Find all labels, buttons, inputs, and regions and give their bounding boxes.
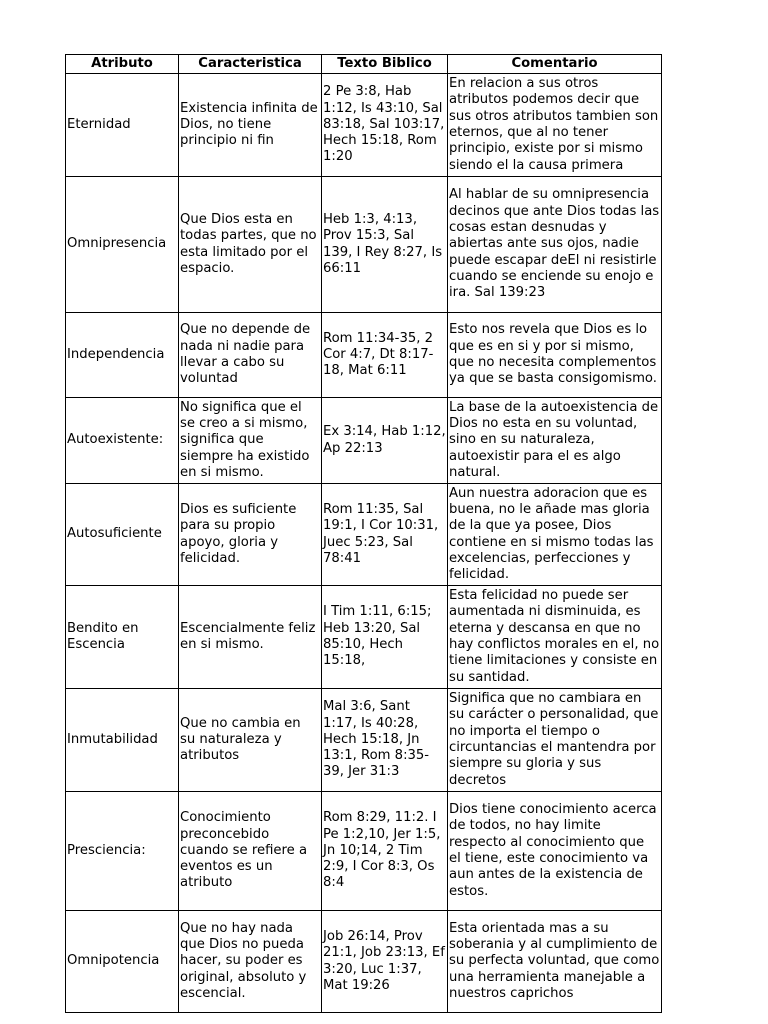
cell-biblical-text: Rom 8:29, 11:2. I Pe 1:2,10, Jer 1:5, Jn 10;14, 2 Tim 2:9, I Cor 8:3, Os 8:4 (322, 792, 448, 911)
cell-attribute: Presciencia: (66, 792, 179, 911)
cell-comment: La base de la autoexistencia de Dios no esta en su voluntad, sino en su naturaleza, autoexistir para el es algo natural. (448, 398, 662, 484)
cell-characteristic: Conocimiento preconcebido cuando se refiere a eventos es un atributo (179, 792, 322, 911)
cell-biblical-text: Ex 3:14, Hab 1:12, Ap 22:13 (322, 398, 448, 484)
table-header (66, 55, 662, 74)
cell-characteristic: Existencia infinita de Dios, no tiene principio ni fin (179, 74, 322, 177)
table-row (66, 689, 662, 792)
header-characteristic: Caracteristica (179, 55, 322, 74)
cell-characteristic: Que no cambia en su naturaleza y atributos (179, 689, 322, 792)
cell-characteristic: Que no depende de nada ni nadie para llevar a cabo su voluntad (179, 313, 322, 398)
header-biblical-text: Texto Biblico (322, 55, 448, 74)
cell-attribute: Bendito en Escencia (66, 586, 179, 689)
table-row (66, 484, 662, 586)
attributes-table (65, 54, 662, 1013)
cell-attribute: Autosuficiente (66, 484, 179, 586)
cell-comment: Esto nos revela que Dios es lo que es en si y por si mismo, que no necesita complementos ya que se basta consigomismo. (448, 313, 662, 398)
table-row (66, 911, 662, 1013)
table-row (66, 74, 662, 177)
table-body (66, 74, 662, 1013)
cell-attribute: Eternidad (66, 74, 179, 177)
cell-attribute: Autoexistente: (66, 398, 179, 484)
cell-characteristic: Escencialmente feliz en si mismo. (179, 586, 322, 689)
cell-characteristic: No significa que el se creo a si mismo, significa que siempre ha existido en si mismo. (179, 398, 322, 484)
cell-biblical-text: Mal 3:6, Sant 1:17, Is 40:28, Hech 15:18, Jn 13:1, Rom 8:35-39, Jer 31:3 (322, 689, 448, 792)
cell-comment: En relacion a sus otros atributos podemos decir que sus otros atributos tambien son eternos, que al no tener principio, existe por si mismo siendo el la causa primera (448, 74, 662, 177)
cell-comment: Al hablar de su omnipresencia decinos que ante Dios todas las cosas estan desnudas y abiertas ante sus ojos, nadie puede escapar deEl ni resistirle cuando se enciende su enojo e ira. Sal 139:23 (448, 177, 662, 313)
header-row (66, 55, 662, 74)
cell-comment: Aun nuestra adoracion que es buena, no le añade mas gloria de la que ya posee, Dios contiene en si mismo todas las excelencias, perfecciones y felicidad. (448, 484, 662, 586)
header-attribute: Atributo (66, 55, 179, 74)
table-row (66, 792, 662, 911)
cell-attribute: Inmutabilidad (66, 689, 179, 792)
table-row (66, 313, 662, 398)
cell-attribute: Omnipresencia (66, 177, 179, 313)
cell-attribute: Omnipotencia (66, 911, 179, 1013)
cell-comment: Dios tiene conocimiento acerca de todos, no hay limite respecto al conocimiento que el tiene, este conocimiento va aun antes de la existencia de estos. (448, 792, 662, 911)
cell-comment: Esta felicidad no puede ser aumentada ni disminuida, es eterna y descansa en que no hay conflictos morales en el, no tiene limitaciones y consiste en su santidad. (448, 586, 662, 689)
header-comment: Comentario (448, 55, 662, 74)
cell-characteristic: Que Dios esta en todas partes, que no esta limitado por el espacio. (179, 177, 322, 313)
cell-comment: Esta orientada mas a su soberania y al cumplimiento de su perfecta voluntad, que como una herramienta manejable a nuestros caprichos (448, 911, 662, 1013)
table-row (66, 586, 662, 689)
cell-biblical-text: Job 26:14, Prov 21:1, Job 23:13, Ef 3:20, Luc 1:37, Mat 19:26 (322, 911, 448, 1013)
cell-biblical-text: I Tim 1:11, 6:15; Heb 13:20, Sal 85:10, Hech 15:18, (322, 586, 448, 689)
cell-biblical-text: Heb 1:3, 4:13, Prov 15:3, Sal 139, I Rey 8:27, Is 66:11 (322, 177, 448, 313)
cell-characteristic: Dios es suficiente para su propio apoyo, gloria y felicidad. (179, 484, 322, 586)
table-row (66, 177, 662, 313)
cell-comment: Significa que no cambiara en su carácter o personalidad, que no importa el tiempo o circuntancias el mantendra por siempre su gloria y sus decretos (448, 689, 662, 792)
cell-biblical-text: 2 Pe 3:8, Hab 1:12, Is 43:10, Sal 83:18, Sal 103:17, Hech 15:18, Rom 1:20 (322, 74, 448, 177)
cell-characteristic: Que no hay nada que Dios no pueda hacer, su poder es original, absoluto y escencial. (179, 911, 322, 1013)
cell-biblical-text: Rom 11:34-35, 2 Cor 4:7, Dt 8:17-18, Mat 6:11 (322, 313, 448, 398)
table-row (66, 398, 662, 484)
cell-biblical-text: Rom 11:35, Sal 19:1, I Cor 10:31, Juec 5:23, Sal 78:41 (322, 484, 448, 586)
cell-attribute: Independencia (66, 313, 179, 398)
